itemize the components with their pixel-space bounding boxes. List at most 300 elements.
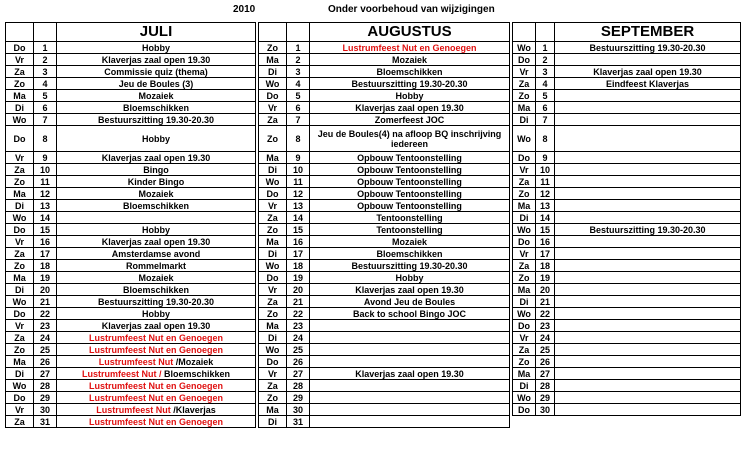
september-activity	[555, 54, 741, 66]
september-activity	[555, 212, 741, 224]
augustus-weekday: Vr	[259, 200, 287, 212]
september-day-number: 17	[536, 248, 555, 260]
september-weekday: Vr	[513, 248, 536, 260]
juli-weekday: Za	[6, 66, 34, 78]
augustus-day-number: 31	[287, 416, 310, 428]
juli-activity	[57, 152, 256, 164]
augustus-weekday: Ma	[259, 320, 287, 332]
september-day-number: 5	[536, 90, 555, 102]
juli-weekday: Za	[6, 164, 34, 176]
augustus-activity	[310, 102, 510, 114]
activity-text: Lustrumfeest Nut en Genoegen	[342, 42, 477, 53]
activity-text: Bloemschikken	[122, 284, 190, 295]
augustus-weekday: Vr	[259, 102, 287, 114]
activity-text: Klaverjas zaal open 19.30	[355, 102, 464, 113]
calendar-row	[6, 90, 741, 102]
activity-text: Opbouw Tentoonstelling	[357, 176, 462, 187]
juli-activity	[57, 380, 256, 392]
calendar-row	[6, 212, 741, 224]
calendar-row	[6, 344, 741, 356]
juli-day-number: 12	[34, 188, 57, 200]
juli-activity	[57, 308, 256, 320]
juli-activity	[57, 368, 256, 380]
activity-text: Klaverjas zaal open 19.30	[355, 368, 464, 379]
augustus-activity	[310, 42, 510, 54]
augustus-activity	[310, 368, 510, 380]
september-weekday: Do	[513, 152, 536, 164]
september-day-number: 2	[536, 54, 555, 66]
augustus-weekday: Wo	[259, 78, 287, 90]
juli-weekday: Di	[6, 102, 34, 114]
september-weekday: Zo	[513, 90, 536, 102]
juli-weekday: Wo	[6, 114, 34, 126]
activity-text: Bestuurszitting 19.30-20.30	[97, 114, 215, 125]
september-activity	[555, 260, 741, 272]
juli-day-number: 24	[34, 332, 57, 344]
september-day-number: 18	[536, 260, 555, 272]
september-day-number: 26	[536, 356, 555, 368]
juli-activity	[57, 284, 256, 296]
september-day-number: 24	[536, 332, 555, 344]
juli-activity	[57, 90, 256, 102]
activity-text: Bestuurszitting 19.30-20.30	[351, 260, 468, 271]
juli-weekday: Do	[6, 126, 34, 152]
juli-weekday: Ma	[6, 356, 34, 368]
augustus-weekday: Vr	[259, 368, 287, 380]
calendar-row	[6, 114, 741, 126]
activity-text: Jeu de Boules (3)	[118, 78, 194, 89]
juli-weekday: Ma	[6, 90, 34, 102]
september-day-number: 25	[536, 344, 555, 356]
augustus-activity	[310, 78, 510, 90]
juli-day-number: 27	[34, 368, 57, 380]
augustus-weekday: Do	[259, 90, 287, 102]
calendar-row	[6, 66, 741, 78]
september-day-number: 11	[536, 176, 555, 188]
augustus-day-number: 18	[287, 260, 310, 272]
augustus-day-number: 21	[287, 296, 310, 308]
juli-day-number: 4	[34, 78, 57, 90]
september-day-number: 7	[536, 114, 555, 126]
september-day-number: 12	[536, 188, 555, 200]
augustus-day-number: 22	[287, 308, 310, 320]
activity-text: Klaverjas zaal open 19.30	[101, 320, 211, 331]
augustus-weekday: Zo	[259, 308, 287, 320]
activity-text: Rommelmarkt	[125, 260, 187, 271]
augustus-activity	[310, 404, 510, 416]
september-day-number: 30	[536, 404, 555, 416]
juli-activity	[57, 78, 256, 90]
activity-text: Bestuurszitting 19.30-20.30	[589, 42, 706, 53]
september-activity	[555, 114, 741, 126]
augustus-weekday: Di	[259, 66, 287, 78]
september-activity	[555, 272, 741, 284]
september-activity	[555, 78, 741, 90]
activity-text: Opbouw Tentoonstelling	[357, 152, 462, 163]
activity-text: Bloemschikken	[122, 102, 190, 113]
augustus-day-number: 3	[287, 66, 310, 78]
calendar-row	[6, 102, 741, 114]
september-activity	[555, 66, 741, 78]
activity-text: Jeu de Boules(4) na afloop BQ inschrijving iedereen	[317, 128, 502, 149]
augustus-weekday: Do	[259, 356, 287, 368]
juli-activity	[57, 356, 256, 368]
augustus-weekday: Zo	[259, 42, 287, 54]
september-weekday: Za	[513, 344, 536, 356]
augustus-weekday: Zo	[259, 224, 287, 236]
september-weekday: Do	[513, 404, 536, 416]
juli-weekday: Zo	[6, 344, 34, 356]
augustus-activity	[310, 54, 510, 66]
juli-activity	[57, 260, 256, 272]
juli-activity	[57, 320, 256, 332]
juli-day-number: 25	[34, 344, 57, 356]
september-weekday: Za	[513, 78, 536, 90]
activity-text: Mozaiek	[391, 54, 427, 65]
augustus-activity	[310, 66, 510, 78]
september-day-number: 4	[536, 78, 555, 90]
juli-weekday: Vr	[6, 152, 34, 164]
september-activity	[555, 344, 741, 356]
juli-weekday: Do	[6, 392, 34, 404]
activity-text: Mozaiek	[138, 188, 174, 199]
activity-text: Hobby	[395, 90, 424, 101]
augustus-weekday: Wo	[259, 176, 287, 188]
augustus-activity	[310, 152, 510, 164]
juli-weekday: Ma	[6, 188, 34, 200]
activity-text: Klaverjas zaal open 19.30	[101, 152, 211, 163]
juli-day-number: 2	[34, 54, 57, 66]
september-activity	[555, 332, 741, 344]
september-weekday: Ma	[513, 284, 536, 296]
augustus-activity	[310, 296, 510, 308]
juli-day-number: 6	[34, 102, 57, 114]
juli-day-number: 17	[34, 248, 57, 260]
augustus-day-number: 24	[287, 332, 310, 344]
activity-text: Lustrumfeest Nut en Genoegen	[88, 392, 223, 403]
september-day-number: 27	[536, 368, 555, 380]
calendar-row	[6, 332, 741, 344]
activity-text: Hobby	[142, 308, 170, 319]
september-activity	[555, 392, 741, 404]
september-weekday: Vr	[513, 164, 536, 176]
augustus-weekday: Ma	[259, 152, 287, 164]
augustus-weekday: Za	[259, 212, 287, 224]
calendar-row	[6, 416, 741, 428]
augustus-activity	[310, 308, 510, 320]
september-weekday: Wo	[513, 224, 536, 236]
juli-activity	[57, 332, 256, 344]
juli-activity	[57, 248, 256, 260]
juli-weekday: Vr	[6, 236, 34, 248]
augustus-activity	[310, 356, 510, 368]
augustus-activity	[310, 188, 510, 200]
augustus-weekday: Za	[259, 296, 287, 308]
augustus-activity	[310, 284, 510, 296]
activity-text: Back to school Bingo JOC	[352, 308, 466, 319]
september-activity	[555, 164, 741, 176]
september-day-number: 9	[536, 152, 555, 164]
calendar-row	[6, 188, 741, 200]
juli-day-number: 13	[34, 200, 57, 212]
activity-text: Bloemschikken	[376, 66, 443, 77]
calendar-row	[6, 164, 741, 176]
calendar-row	[6, 176, 741, 188]
calendar-row	[6, 248, 741, 260]
augustus-day-number: 4	[287, 78, 310, 90]
calendar-row	[6, 126, 741, 152]
month-title-augustus: AUGUSTUS	[310, 23, 510, 42]
juli-weekday: Zo	[6, 260, 34, 272]
september-day-number: 16	[536, 236, 555, 248]
augustus-day-number: 14	[287, 212, 310, 224]
calendar-row	[6, 272, 741, 284]
september-weekday: Di	[513, 114, 536, 126]
juli-weekday: Do	[6, 42, 34, 54]
augustus-day-number: 1	[287, 42, 310, 54]
september-day-number: 23	[536, 320, 555, 332]
juli-weekday: Vr	[6, 320, 34, 332]
activity-text: Hobby	[142, 42, 170, 53]
juli-activity	[57, 126, 256, 152]
augustus-day-number: 12	[287, 188, 310, 200]
juli-activity	[57, 54, 256, 66]
september-day-number: 29	[536, 392, 555, 404]
augustus-activity	[310, 320, 510, 332]
juli-activity	[57, 114, 256, 126]
activity-text: Bingo	[143, 164, 169, 175]
activity-text: Opbouw Tentoonstelling	[357, 188, 462, 199]
juli-day-number: 23	[34, 320, 57, 332]
september-activity	[555, 42, 741, 54]
juli-day-number: 8	[34, 126, 57, 152]
juli-day-number: 16	[34, 236, 57, 248]
augustus-weekday: Zo	[259, 126, 287, 152]
augustus-day-number: 15	[287, 224, 310, 236]
augustus-day-number: 30	[287, 404, 310, 416]
calendar-row	[6, 78, 741, 90]
calendar-row	[6, 356, 741, 368]
activity-text: Tentoonstelling	[376, 224, 443, 235]
augustus-weekday: Di	[259, 164, 287, 176]
activity-text: Bestuurszitting 19.30-20.30	[589, 224, 706, 235]
calendar-row	[6, 368, 741, 380]
juli-weekday: Za	[6, 248, 34, 260]
september-day-number: 28	[536, 380, 555, 392]
augustus-day-number: 27	[287, 368, 310, 380]
activity-text: Lustrumfeest Nut en Genoegen	[88, 380, 223, 391]
september-activity	[555, 308, 741, 320]
september-weekday: Do	[513, 54, 536, 66]
augustus-day-number: 6	[287, 102, 310, 114]
calendar-row	[6, 260, 741, 272]
activity-text: Mozaiek	[138, 90, 174, 101]
calendar-table	[5, 22, 741, 428]
juli-weekday: Wo	[6, 380, 34, 392]
juli-day-number: 5	[34, 90, 57, 102]
calendar-row	[6, 308, 741, 320]
activity-text: Bloemschikken	[122, 200, 190, 211]
augustus-day-number: 16	[287, 236, 310, 248]
activity-text: Opbouw Tentoonstelling	[357, 164, 462, 175]
juli-day-number: 11	[34, 176, 57, 188]
juli-activity	[57, 236, 256, 248]
month-title-juli: JULI	[57, 23, 256, 42]
juli-day-number: 10	[34, 164, 57, 176]
september-weekday: Wo	[513, 392, 536, 404]
juli-activity	[57, 212, 256, 224]
activity-text: Avond Jeu de Boules	[363, 296, 456, 307]
juli-weekday: Ma	[6, 272, 34, 284]
calendar-row	[6, 42, 741, 54]
augustus-day-number: 5	[287, 90, 310, 102]
september-weekday: Wo	[513, 42, 536, 54]
september-activity	[555, 248, 741, 260]
juli-activity	[57, 66, 256, 78]
september-day-number: 6	[536, 102, 555, 114]
september-day-number: 8	[536, 126, 555, 152]
activity-text: Klaverjas zaal open 19.30	[593, 66, 702, 77]
juli-day-number: 20	[34, 284, 57, 296]
juli-weekday: Zo	[6, 176, 34, 188]
augustus-weekday: Do	[259, 272, 287, 284]
augustus-activity	[310, 344, 510, 356]
juli-day-number: 21	[34, 296, 57, 308]
augustus-weekday: Do	[259, 188, 287, 200]
september-activity	[555, 176, 741, 188]
calendar-row	[6, 392, 741, 404]
calendar-row	[6, 54, 741, 66]
augustus-activity	[310, 114, 510, 126]
juli-day-number: 15	[34, 224, 57, 236]
juli-day-number: 19	[34, 272, 57, 284]
augustus-day-number: 23	[287, 320, 310, 332]
september-weekday: Di	[513, 212, 536, 224]
augustus-weekday: Wo	[259, 344, 287, 356]
augustus-activity	[310, 200, 510, 212]
activity-text: Lustrumfeest Nut en Genoegen	[88, 416, 223, 427]
september-weekday: Ma	[513, 200, 536, 212]
activity-text: Amsterdamse avond	[111, 248, 201, 259]
augustus-weekday: Za	[259, 380, 287, 392]
juli-activity	[57, 392, 256, 404]
augustus-activity	[310, 236, 510, 248]
activity-text: Eindfeest Klaverjas	[605, 78, 690, 89]
september-day-number: 14	[536, 212, 555, 224]
augustus-day-number: 2	[287, 54, 310, 66]
activity-text: Zomerfeest JOC	[374, 114, 445, 125]
juli-weekday: Za	[6, 332, 34, 344]
juli-weekday: Vr	[6, 54, 34, 66]
disclaimer-note: Onder voorbehoud van wijzigingen	[328, 4, 495, 15]
september-weekday: Di	[513, 296, 536, 308]
activity-text: /Klaverjas	[173, 404, 216, 415]
juli-day-number: 29	[34, 392, 57, 404]
juli-day-number: 9	[34, 152, 57, 164]
augustus-activity	[310, 248, 510, 260]
juli-activity	[57, 224, 256, 236]
augustus-day-number: 7	[287, 114, 310, 126]
calendar-row	[6, 404, 741, 416]
september-weekday: Do	[513, 236, 536, 248]
augustus-activity	[310, 164, 510, 176]
september-weekday: Di	[513, 380, 536, 392]
year-label: 2010	[233, 4, 256, 15]
augustus-activity	[310, 332, 510, 344]
september-day-number: 13	[536, 200, 555, 212]
activity-text: Kinder Bingo	[127, 176, 185, 187]
augustus-day-number: 26	[287, 356, 310, 368]
augustus-day-number: 13	[287, 200, 310, 212]
activity-text: Bloemschikken	[376, 248, 443, 259]
september-activity	[555, 90, 741, 102]
september-weekday: Za	[513, 260, 536, 272]
augustus-activity	[310, 260, 510, 272]
activity-text: Hobby	[395, 272, 424, 283]
augustus-day-number: 20	[287, 284, 310, 296]
augustus-day-number: 8	[287, 126, 310, 152]
activity-text: Mozaiek	[138, 272, 174, 283]
juli-activity	[57, 296, 256, 308]
calendar-row	[6, 224, 741, 236]
juli-activity	[57, 272, 256, 284]
augustus-activity	[310, 90, 510, 102]
activity-text: Hobby	[142, 133, 170, 144]
augustus-weekday: Za	[259, 114, 287, 126]
augustus-weekday: Ma	[259, 404, 287, 416]
september-activity	[555, 126, 741, 152]
activity-text: Mozaiek	[391, 236, 427, 247]
juli-weekday: Vr	[6, 404, 34, 416]
augustus-activity	[310, 212, 510, 224]
activity-text: Opbouw Tentoonstelling	[357, 200, 462, 211]
september-activity	[555, 200, 741, 212]
juli-day-number: 31	[34, 416, 57, 428]
augustus-activity	[310, 272, 510, 284]
activity-text: Bestuurszitting 19.30-20.30	[351, 78, 468, 89]
september-day-number: 1	[536, 42, 555, 54]
september-day-number: 10	[536, 164, 555, 176]
augustus-day-number: 11	[287, 176, 310, 188]
activity-text: /Mozaiek	[175, 356, 214, 367]
juli-activity	[57, 404, 256, 416]
juli-activity	[57, 416, 256, 428]
augustus-activity	[310, 224, 510, 236]
juli-day-number: 22	[34, 308, 57, 320]
juli-weekday: Za	[6, 416, 34, 428]
juli-weekday: Wo	[6, 212, 34, 224]
september-day-number: 3	[536, 66, 555, 78]
september-activity	[555, 152, 741, 164]
september-activity	[555, 224, 741, 236]
augustus-day-number: 28	[287, 380, 310, 392]
juli-weekday: Do	[6, 224, 34, 236]
juli-day-number: 18	[34, 260, 57, 272]
september-activity	[555, 356, 741, 368]
juli-activity	[57, 42, 256, 54]
september-weekday: Zo	[513, 272, 536, 284]
september-activity	[555, 284, 741, 296]
september-activity	[555, 236, 741, 248]
augustus-day-number: 10	[287, 164, 310, 176]
juli-weekday: Di	[6, 200, 34, 212]
activity-text: Bloemschikken	[163, 368, 231, 379]
september-weekday: Zo	[513, 356, 536, 368]
juli-weekday: Di	[6, 368, 34, 380]
juli-weekday: Wo	[6, 296, 34, 308]
september-weekday: Ma	[513, 102, 536, 114]
calendar-row	[6, 236, 741, 248]
